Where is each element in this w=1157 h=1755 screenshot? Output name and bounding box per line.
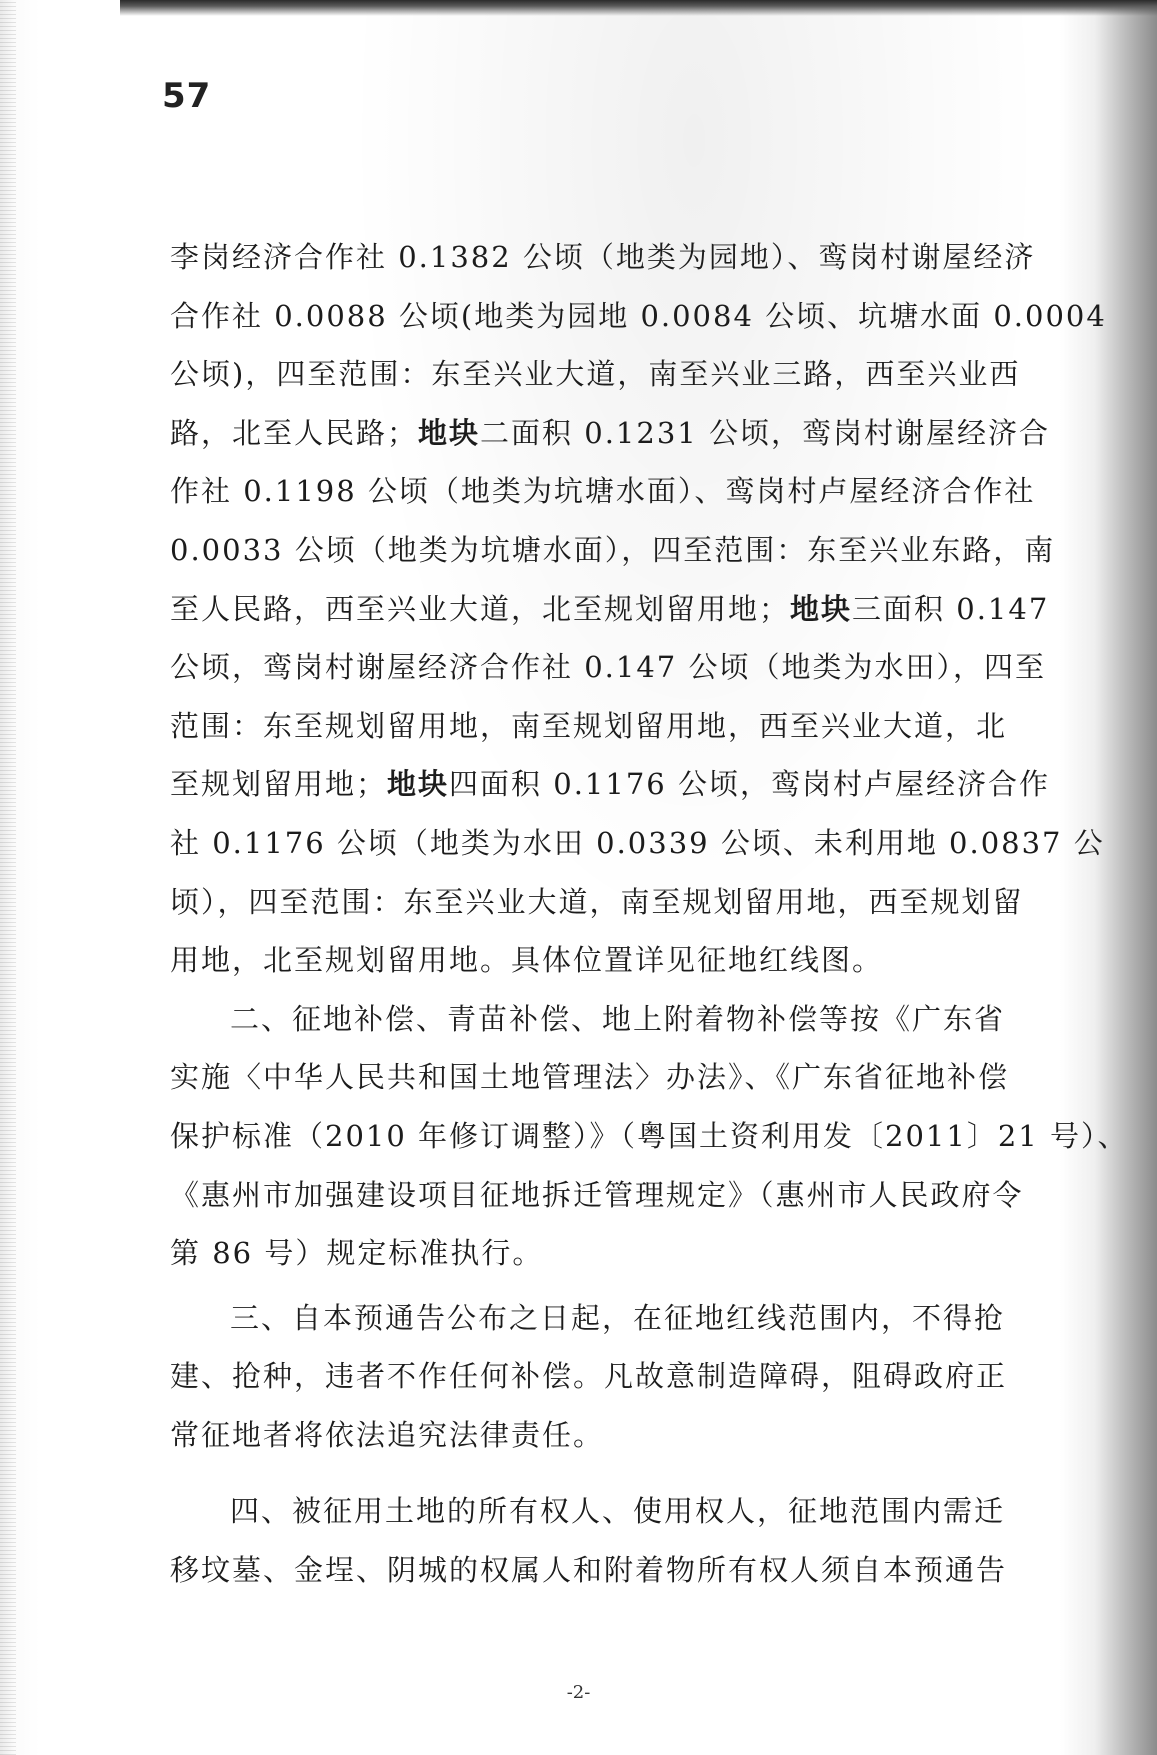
body-line: 第 86 号）规定标准执行。 xyxy=(170,1236,544,1271)
body-line: 三、自本预通告公布之日起，在征地红线范围内，不得抢 xyxy=(230,1300,1006,1335)
body-line: 常征地者将依法追究法律责任。 xyxy=(170,1417,605,1452)
body-line-text: 四面积 0.1176 公顷，鸾岗村卢屋经济合作 xyxy=(449,767,1050,802)
scan-left-edge-noise xyxy=(0,0,16,1755)
body-line: 《惠州市加强建设项目征地拆迁管理规定》（惠州市人民政府令 xyxy=(170,1177,1024,1212)
body-line: 实施〈中华人民共和国土地管理法〉办法》、《广东省征地补偿 xyxy=(170,1060,1010,1095)
footer-page-number: -2- xyxy=(566,1682,591,1703)
body-line: 二、征地补偿、青苗补偿、地上附着物补偿等按《广东省 xyxy=(230,1001,1006,1036)
body-line: 范围：东至规划留用地，南至规划留用地，西至兴业大道，北 xyxy=(170,708,1008,743)
body-line: 社 0.1176 公顷（地类为水田 0.0339 公顷、未利用地 0.0837 公 xyxy=(170,825,1105,860)
body-line: 李岗经济合作社 0.1382 公顷（地类为园地）、鸾岗村谢屋经济 xyxy=(170,240,1036,274)
body-line xyxy=(170,580,1130,639)
land-parcel-label: 地块 xyxy=(387,767,450,802)
body-line xyxy=(170,755,1130,814)
body-line-text: 三面积 0.147 xyxy=(852,591,1050,626)
body-line: 公顷)，四至范围：东至兴业大道，南至兴业三路，西至兴业西 xyxy=(170,357,1021,392)
body-line: 作社 0.1198 公顷（地类为坑塘水面）、鸾岗村卢屋经济合作社 xyxy=(170,474,1036,509)
body-line: 建、抢种，违者不作任何补偿。凡故意制造障碍，阻碍政府正 xyxy=(170,1359,1008,1394)
body-line-text: 路，北至人民路； xyxy=(170,415,419,450)
body-line: 0.0033 公顷（地类为坑塘水面），四至范围：东至兴业东路，南 xyxy=(170,532,1056,567)
body-line: 公顷，鸾岗村谢屋经济合作社 0.147 公顷（地类为水田），四至 xyxy=(170,650,1046,685)
body-line: 保护标准（2010 年修订调整）》（粤国土资利用发〔2011〕21 号）、 xyxy=(170,1118,1129,1153)
land-parcel-label: 地块 xyxy=(418,415,481,450)
body-line-text: 至人民路，西至兴业大道，北至规划留用地； xyxy=(170,591,791,626)
body-line-text: 二面积 0.1231 公顷，鸾岗村谢屋经济合 xyxy=(480,415,1050,450)
body-line: 移坟墓、金埕、阴城的权属人和附着物所有权人须自本预通告 xyxy=(170,1553,1008,1588)
body-line: 四、被征用土地的所有权人、使用权人，征地范围内需迁 xyxy=(230,1494,1006,1529)
body-line: 顷），四至范围：东至兴业大道，南至规划留用地，西至规划留 xyxy=(170,884,1024,919)
body-line: 合作社 0.0088 公顷(地类为园地 0.0084 公顷、坑塘水面 0.0004 xyxy=(170,298,1107,333)
body-line xyxy=(170,404,1130,463)
body-line: 用地，北至规划留用地。具体位置详见征地红线图。 xyxy=(170,943,884,978)
body-line-text: 至规划留用地； xyxy=(170,767,388,802)
document-body xyxy=(170,228,1130,1600)
scan-top-shadow xyxy=(120,0,1157,16)
handwritten-page-mark: 57 xyxy=(162,76,212,116)
land-parcel-label: 地块 xyxy=(790,591,853,626)
